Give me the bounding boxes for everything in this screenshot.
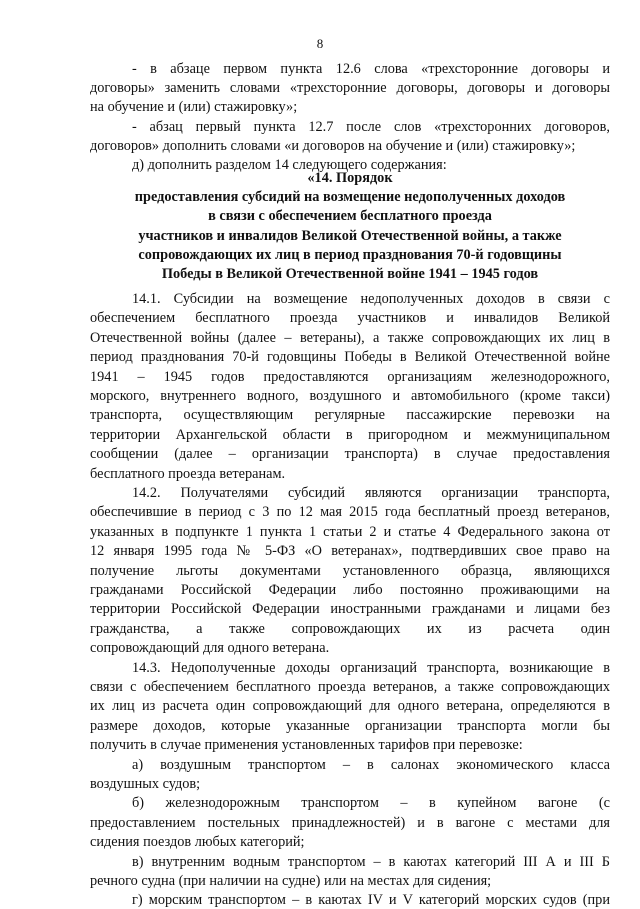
paragraph-line: получить в случае применения установленных тарифов при перевозке: <box>90 737 523 754</box>
paragraph-line: территории Архангельской области в пригородном и межмуниципальном <box>90 426 610 443</box>
paragraph-line: г) морским транспортом – в каютах IV и V категорий морских судов (при <box>132 892 610 909</box>
paragraph-line: обеспечением бесплатного проезда участников и инвалидов Великой <box>90 310 610 327</box>
paragraph-line: период празднования 70-й годовщины Победы в Великой Отечественной войне <box>90 349 610 366</box>
paragraph-line: а) воздушным транспортом – в салонах экономического класса <box>132 756 610 773</box>
paragraph-line: 1941 – 1945 годов предоставляются организациям железнодорожного, <box>90 368 610 385</box>
amendment-line: - абзац первый пункта 12.7 после слов «трехсторонних договоров, <box>132 118 610 135</box>
paragraph-line: транспорта, осуществляющим регулярные пассажирские перевозки на <box>90 407 610 424</box>
paragraph-line: предоставлением постельных принадлежностей) и в вагоне с местами для <box>90 814 610 831</box>
paragraph-line: речного судна (при наличии на судне) или на местах для сидения; <box>90 873 492 889</box>
paragraph-line: получение льготы документами установленного образца, являющихся <box>90 562 610 579</box>
paragraph-line: обеспечившие в период с 3 по 12 мая 2015 года бесплатный проезд ветеранов, <box>90 504 610 521</box>
paragraph-line: 14.2. Получателями субсидий являются организации транспорта, <box>132 485 610 501</box>
section-heading-line: в связи с обеспечением бесплатного проезда <box>208 208 492 225</box>
paragraph-line: 14.3. Недополученные доходы организаций транспорта, возникающие в <box>132 659 610 676</box>
section-heading-line: сопровождающих их лиц в период празднования 70-й годовщины <box>138 246 562 263</box>
paragraph-line: гражданами Российской Федерации либо постоянно проживающими на <box>90 582 610 598</box>
paragraph-line: в) внутренним водным транспортом – в каютах категорий III А и III Б <box>132 853 610 870</box>
paragraph-line: гражданства, а также сопровождающих их из расчета один <box>90 620 610 637</box>
paragraph-line: сидения поездов любых категорий; <box>90 834 305 851</box>
paragraph-line: территории Российской Федерации иностранными гражданами и лицами без <box>90 601 610 618</box>
paragraph-line: сообщении (далее – организации транспорта) в случае предоставления <box>90 446 610 463</box>
amendment-line: - в абзаце первом пункта 12.6 слова «трехсторонние договоры и <box>132 61 610 77</box>
paragraph-line: их лиц из расчета один сопровождающий для одного ветерана, определяются в <box>90 698 610 715</box>
section-heading-line: участников и инвалидов Великой Отечественной войны, а также <box>138 227 562 244</box>
paragraph-line: б) железнодорожным транспортом – в купейном вагоне (с <box>132 795 610 812</box>
paragraph-line: размере доходов, которые указанные организации транспорта могли бы <box>90 717 610 734</box>
section-title: «14. Порядок <box>307 170 393 186</box>
section-heading-line: предоставления субсидий на возмещение недополученных доходов <box>134 189 566 206</box>
section-heading-line: Победы в Великой Отечественной войне 1941 – 1945 годов <box>161 266 539 282</box>
paragraph-line: связи с обеспечением бесплатного проезда ветеранов, а также сопровождающих <box>90 679 610 695</box>
amendment-line: на обучение и (или) стажировку»; <box>90 99 298 116</box>
paragraph-line: Отечественной войны (далее – ветераны), а также сопровождающих их лиц в <box>90 329 610 346</box>
amendment-line: договоры» заменить словами «трехсторонние договоры, договоры и договоры <box>90 80 610 97</box>
paragraph-line: 14.1. Субсидии на возмещение недополученных доходов в связи с <box>132 291 610 307</box>
amendment-line: договоров» дополнить словами «и договоров на обучение и (или) стажировку»; <box>90 137 576 154</box>
paragraph-line: сопровождающий для одного ветерана. <box>90 640 330 657</box>
paragraph-line: указанных в подпункте 1 пункта 1 статьи 2 и статье 4 Федерального закона от <box>90 523 610 540</box>
paragraph-line: бесплатного проезда ветеранам. <box>90 465 286 482</box>
amendment-line: д) дополнить разделом 14 следующего содержания: <box>132 157 447 173</box>
paragraph-line: воздушных судов; <box>90 776 201 792</box>
paragraph-line: 12 января 1995 года № 5-ФЗ «О ветеранах», подтвердивших свое право на <box>90 543 610 560</box>
page-number: 8 <box>316 36 324 51</box>
paragraph-line: морского, внутреннего водного, воздушного и автомобильного (кроме такси) <box>90 388 610 404</box>
